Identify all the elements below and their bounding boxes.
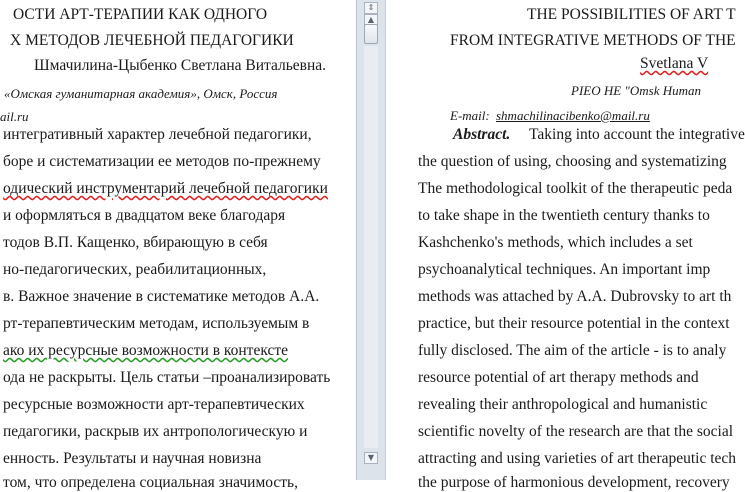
- right-body-line-9: fully disclosed. The aim of the article - is to analy: [418, 342, 727, 359]
- right-document-pane[interactable]: [386, 0, 745, 491]
- right-title-line-2: FROM INTEGRATIVE METHODS OF THE: [450, 32, 736, 49]
- right-body-line-10: resource potential of art therapy methods and: [418, 369, 699, 386]
- right-abstract-label: Abstract.: [453, 126, 511, 143]
- left-body-line-10: ода не раскрыты. Цель статьи –проанализировать: [3, 369, 331, 386]
- scroll-track[interactable]: [364, 46, 378, 448]
- left-title-line-2: Х МЕТОДОВ ЛЕЧЕБНОЙ ПЕДАГОГИКИ: [10, 32, 294, 49]
- left-title-line-1: ОСТИ АРТ-ТЕРАПИИ КАК ОДНОГО: [13, 6, 268, 23]
- right-body-line-6: psychoanalytical techniques. An important imp: [418, 261, 711, 278]
- left-body-line-13: енность. Результаты и научная новизна: [3, 450, 262, 467]
- scroll-down-button[interactable]: ▼: [364, 452, 378, 464]
- left-body-line-9: ако их ресурсные возможности в контексте: [3, 342, 289, 359]
- left-author: Шмачилина-Цыбенко Светлана Витальевна.: [34, 57, 327, 74]
- left-body-line-2: боре и систематизации ее методов по-прежнему: [3, 153, 321, 170]
- right-author: Svetlana V: [640, 55, 709, 72]
- left-body-line-14: том, что определена социальная значимость,: [3, 474, 298, 491]
- left-body-line-8: рт-терапевтическим методам, используемым в: [3, 315, 310, 332]
- right-body-line-1: Taking into account the integrative: [529, 126, 745, 143]
- left-affiliation: «Омская гуманитарная академия», Омск, Россия: [4, 86, 278, 101]
- right-email-link[interactable]: shmachilinacibenko@mail.ru: [496, 108, 650, 123]
- right-title-line-1: THE POSSIBILITIES OF ART T: [527, 6, 736, 23]
- split-handle-icon[interactable]: ⇕: [364, 2, 378, 14]
- left-body-line-11: ресурсные возможности арт-терапевтических: [3, 396, 305, 413]
- right-body-line-4: to take shape in the twentieth century thanks to: [418, 207, 710, 224]
- right-body-line-12: scientific novelty of the research are that the social: [418, 423, 734, 440]
- split-view-scrollbar[interactable]: [356, 0, 386, 480]
- left-body-line-4: и оформляться в двадцатом веке благодаря: [3, 207, 286, 224]
- right-body-line-7: methods was attached by A.A. Dubrovsky to art th: [418, 288, 732, 305]
- right-body-line-3: The methodological toolkit of the therapeutic peda: [418, 180, 733, 197]
- left-body-line-5: тодов В.П. Кащенко, вбирающую в себя: [3, 234, 268, 251]
- left-document-pane[interactable]: [0, 0, 356, 491]
- left-email-fragment: ail.ru: [0, 109, 29, 124]
- left-body-line-6: но-педагогических, реабилитационных,: [3, 261, 267, 278]
- right-body-line-2: the question of using, choosing and systematizing: [418, 153, 727, 170]
- right-affiliation: PIEO НЕ "Omsk Human: [571, 83, 702, 98]
- left-body-line-12: педагогики, раскрыв их антропологическую и: [3, 423, 308, 440]
- right-body-line-11: revealing their anthropological and humanistic: [418, 396, 708, 413]
- right-body-line-8: practice, but their resource potential in the context: [418, 315, 730, 332]
- right-body-line-13: attracting and using varieties of art therapeutic tech: [418, 450, 737, 467]
- right-body-line-5: Kashchenko's methods, which includes a set: [418, 234, 693, 251]
- scroll-thumb[interactable]: [364, 24, 378, 44]
- left-body-line-7: в. Важное значение в систематике методов А.А.: [3, 288, 320, 305]
- right-email-label: E-mail:: [450, 108, 490, 123]
- left-body-line-3: одический инструментарий лечебной педагогики: [3, 180, 328, 197]
- right-body-line-14: the purpose of harmonious development, recovery: [418, 474, 730, 491]
- left-body-line-1: интегративный характер лечебной педагогики,: [3, 126, 312, 143]
- scroll-up-button[interactable]: ▲: [364, 14, 378, 26]
